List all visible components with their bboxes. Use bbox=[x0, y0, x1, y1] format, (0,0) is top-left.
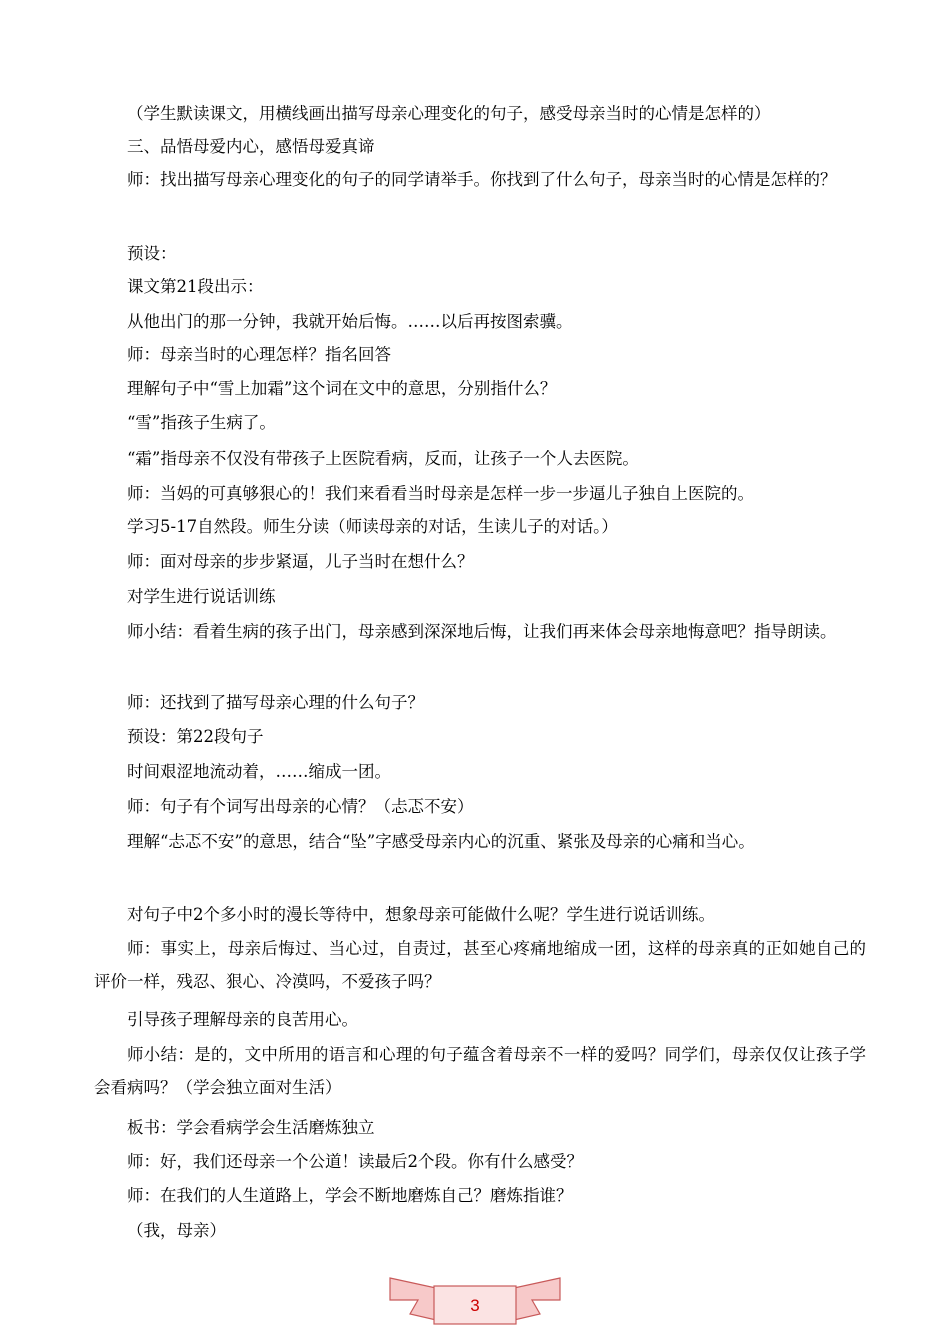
page-number-badge bbox=[388, 1272, 562, 1332]
paragraph: 师：找出描写母亲心理变化的句子的同学请举手。你找到了什么句子，母亲当时的心情是怎样的？ bbox=[127, 170, 837, 189]
paragraph: 对学生进行说话训练 bbox=[127, 587, 276, 606]
paragraph: 学习5-17自然段。师生分读（师读母亲的对话，生读儿子的对话。） bbox=[127, 517, 618, 536]
paragraph: 师小结：是的，文中所用的语言和心理的句子蕴含着母亲不一样的爱吗？同学们，母亲仅仅让孩子学会看病吗？（学会独立面对生活） bbox=[94, 1045, 866, 1097]
paragraph: （学生默读课文，用横线画出描写母亲心理变化的句子，感受母亲当时的心情是怎样的） bbox=[127, 104, 771, 123]
paragraph: 引导孩子理解母亲的良苦用心。 bbox=[127, 1010, 358, 1029]
paragraph: 从他出门的那一分钟，我就开始后悔。……以后再按图索骥。 bbox=[127, 312, 573, 331]
paragraph: “雪”指孩子生病了。 bbox=[127, 413, 276, 432]
section-heading: 三、品悟母爱内心，感悟母爱真谛 bbox=[127, 137, 375, 156]
paragraph: 理解句子中“雪上加霜”这个词在文中的意思，分别指什么？ bbox=[127, 379, 557, 398]
paragraph: 师：母亲当时的心理怎样？指名回答 bbox=[127, 345, 391, 364]
paragraph: 师：在我们的人生道路上，学会不断地磨炼自己？磨炼指谁？ bbox=[127, 1186, 573, 1205]
paragraph: 师：面对母亲的步步紧逼，儿子当时在想什么？ bbox=[127, 552, 474, 571]
paragraph: “霜”指母亲不仅没有带孩子上医院看病，反而，让孩子一个人去医院。 bbox=[127, 449, 639, 468]
paragraph: 师：句子有个词写出母亲的心情？（忐忑不安） bbox=[127, 797, 474, 816]
paragraph: 师小结：看着生病的孩子出门，母亲感到深深地后悔，让我们再来体会母亲地悔意吧？指导朗读。 bbox=[127, 622, 837, 641]
paragraph: 预设：第22段句子 bbox=[127, 727, 264, 746]
paragraph: 对句子中2个多小时的漫长等待中，想象母亲可能做什么呢？学生进行说话训练。 bbox=[127, 905, 715, 924]
paragraph: 师：还找到了描写母亲心理的什么句子？ bbox=[127, 693, 424, 712]
paragraph: 课文第21段出示： bbox=[127, 277, 264, 296]
paragraph: 师：好，我们还母亲一个公道！读最后2个段。你有什么感受？ bbox=[127, 1152, 583, 1171]
paragraph: 时间艰涩地流动着，……缩成一团。 bbox=[127, 762, 391, 781]
paragraph: （我，母亲） bbox=[127, 1221, 226, 1240]
paragraph: 师：当妈的可真够狠心的！我们来看看当时母亲是怎样一步一步逼儿子独自上医院的。 bbox=[127, 484, 754, 503]
page-number: 3 bbox=[470, 1296, 480, 1315]
paragraph: 师：事实上，母亲后悔过、当心过，自责过，甚至心疼痛地缩成一团，这样的母亲真的正如她自己的评价一样，残忍、狠心、冷漠吗，不爱孩子吗？ bbox=[94, 939, 866, 991]
paragraph: 理解“忐忑不安”的意思，结合“坠”字感受母亲内心的沉重、紧张及母亲的心痛和当心。 bbox=[127, 832, 755, 851]
paragraph: 板书：学会看病学会生活磨炼独立 bbox=[127, 1118, 375, 1137]
paragraph: 预设： bbox=[127, 244, 177, 263]
